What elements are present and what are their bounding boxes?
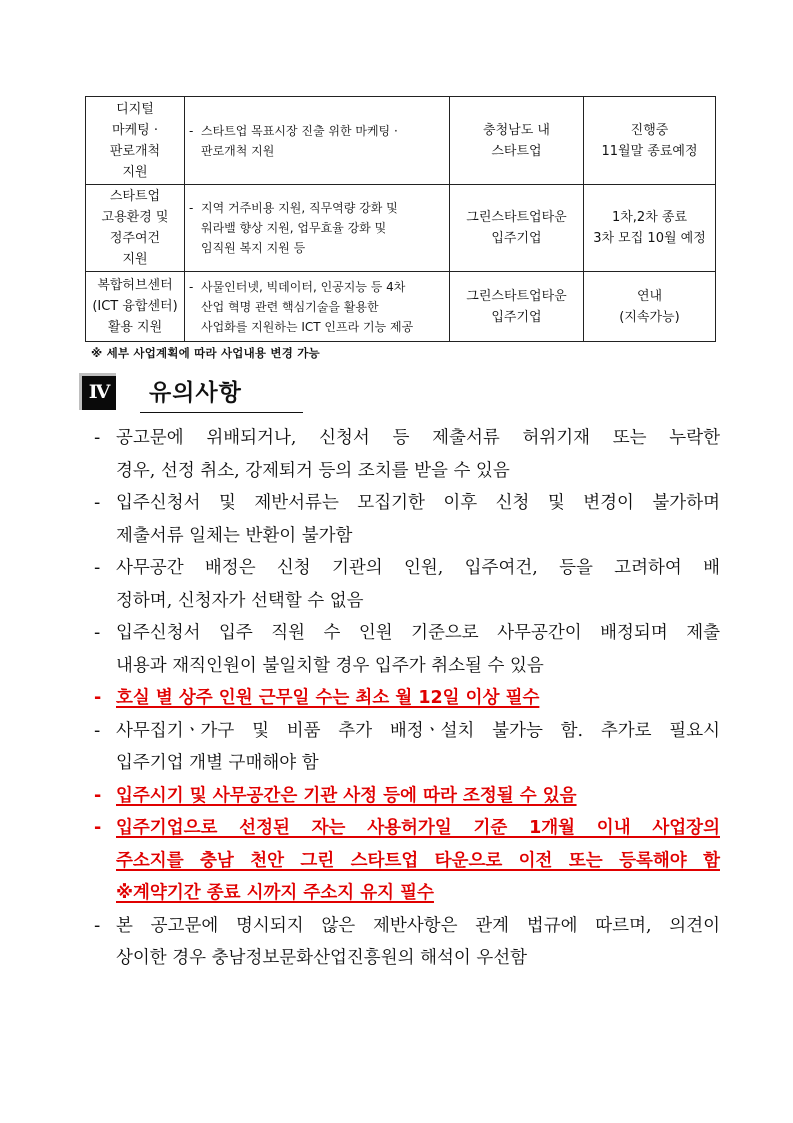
- note-line: 사무집기ㆍ가구 및 비품 추가 배정ㆍ설치 불가능 함. 추가로 필요시: [116, 720, 720, 741]
- program-name-cell: [86, 185, 185, 272]
- program-content-cell: [185, 185, 450, 272]
- program-name-line: 지원: [122, 164, 148, 180]
- target-line: 스타트업: [491, 143, 542, 159]
- program-name-line: 정주여건: [109, 231, 161, 246]
- content-line: [189, 218, 443, 238]
- note-line: 입주신청서 및 제반서류는 모집기한 이후 신청 및 변경이 불가하며: [116, 493, 720, 513]
- note-line: 입주기업 개별 구매해야 함: [116, 753, 319, 773]
- dash-marker: -: [94, 688, 102, 708]
- note-line: 호실 별 상주 인원 근무일 수는 최소 월 12일 이상 필수: [116, 688, 540, 708]
- note-text: [116, 715, 720, 780]
- dash-marker: -: [189, 201, 194, 215]
- content-line: [189, 141, 443, 161]
- note-text: [116, 682, 720, 715]
- program-name-line: 고용환경 및: [101, 210, 169, 225]
- program-target-cell: [450, 97, 584, 185]
- dash-marker: -: [94, 785, 102, 806]
- note-line: 입주신청서 입주 직원 수 인원 기준으로 사무공간이 배정되며 제출: [116, 623, 720, 643]
- content-text: 스타트업 목표시장 진출 위한 마케팅 ·: [201, 123, 398, 138]
- status-line: (지속가능): [619, 309, 680, 325]
- program-target-cell: [450, 185, 584, 272]
- content-line: [189, 198, 443, 218]
- target-line: 그린스타트업타운: [466, 210, 567, 225]
- note-line: 제출서류 일체는 반환이 불가함: [116, 525, 353, 546]
- status-line: 1차,2차 종료: [611, 210, 688, 225]
- content-text: 사업화를 지원하는 ICT 인프라 기능 제공: [201, 319, 414, 334]
- program-name-cell: [86, 97, 185, 185]
- program-name-line: 마케팅 ·: [112, 122, 158, 138]
- list-item-emphasis: [94, 682, 720, 715]
- table-row: [86, 272, 716, 342]
- content-line: [189, 317, 443, 337]
- dash-marker: -: [94, 720, 101, 741]
- content-text: 판로개척 지원: [201, 143, 275, 158]
- dash-marker: -: [94, 428, 101, 448]
- note-line: 상이한 경우 충남정보문화산업진흥원의 해석이 우선함: [116, 948, 528, 968]
- program-status-cell: [584, 272, 716, 342]
- dash-marker: -: [94, 493, 101, 513]
- note-line: ※계약기간 종료 시까지 주소지 유지 필수: [116, 883, 434, 903]
- program-name-line: 스타트업: [109, 189, 161, 204]
- dash-marker: -: [189, 279, 194, 294]
- note-text: [116, 780, 720, 813]
- program-name-line: 활용 지원: [107, 320, 163, 335]
- dash-marker: -: [94, 623, 101, 643]
- program-name-cell: [86, 272, 185, 342]
- target-line: 입주기업: [491, 309, 542, 325]
- dash-marker: -: [94, 915, 101, 936]
- note-line: 공고문에 위배되거나, 신청서 등 제출서류 허위기재 또는 누락한: [116, 428, 720, 448]
- target-line: 충청남도 내: [483, 122, 550, 138]
- content-line: [189, 277, 443, 297]
- list-item: [94, 487, 720, 552]
- status-line: 연내: [636, 288, 663, 304]
- note-text: [116, 617, 720, 682]
- content-text: 임직원 복지 지원 등: [201, 241, 306, 255]
- note-line: 내용과 재직인원이 불일치할 경우 입주가 취소될 수 있음: [116, 655, 544, 676]
- program-content-cell: [185, 272, 450, 342]
- list-item-emphasis: [94, 812, 720, 910]
- content-text: 산업 혁명 관련 핵심기술을 활용한: [201, 299, 379, 314]
- status-line: 3차 모집 10월 예정: [593, 231, 706, 246]
- notes-list: [94, 422, 720, 975]
- program-content-cell: [185, 97, 450, 185]
- note-text: [116, 910, 720, 975]
- target-line: 입주기업: [491, 231, 542, 246]
- section-title: 유의사항: [149, 380, 242, 406]
- content-text: 워라밸 향상 지원, 업무효율 강화 및: [201, 221, 387, 235]
- status-line: 11월말 종료예정: [601, 143, 698, 159]
- content-text: 지역 거주비용 지원, 직무역량 강화 및: [201, 201, 398, 215]
- target-line: 그린스타트업타운: [466, 288, 567, 304]
- table-footnote: ※ 세부 사업계획에 따라 사업내용 변경 가능: [91, 346, 320, 360]
- program-name-line: 지원: [122, 252, 148, 267]
- program-target-cell: [450, 272, 584, 342]
- note-text: [116, 552, 720, 617]
- content-text: 사물인터넷, 빅데이터, 인공지능 등 4차: [201, 279, 406, 294]
- list-item-emphasis: [94, 780, 720, 813]
- content-line: [189, 297, 443, 317]
- note-line: 사무공간 배정은 신청 기관의 인원, 입주여건, 등을 고려하여 배: [116, 558, 720, 578]
- section-title-underline: [140, 412, 303, 413]
- program-status-cell: [584, 185, 716, 272]
- program-status-cell: [584, 97, 716, 185]
- program-name-line: 디지털: [116, 101, 154, 117]
- note-text: [116, 422, 720, 487]
- list-item: [94, 910, 720, 975]
- status-line: 진행중: [630, 122, 669, 138]
- note-line: 입주시기 및 사무공간은 기관 사정 등에 따라 조정될 수 있음: [116, 785, 577, 806]
- program-table: [85, 96, 716, 342]
- content-line: [189, 121, 443, 141]
- note-line: 입주기업으로 선정된 자는 사용허가일 기준 1개월 이내 사업장의: [116, 818, 720, 838]
- dash-marker: -: [189, 123, 194, 138]
- dash-marker: -: [94, 818, 102, 838]
- section-number-badge: Ⅳ: [79, 373, 116, 410]
- program-name-line: (ICT 융합센터): [92, 299, 178, 314]
- note-line: 주소지를 충남 천안 그린 스타트업 타운으로 이전 또는 등록해야 함: [116, 850, 720, 871]
- note-text: [116, 812, 720, 910]
- note-text: [116, 487, 720, 552]
- table-row: [86, 185, 716, 272]
- program-name-line: 판로개척: [109, 143, 161, 159]
- list-item: [94, 715, 720, 780]
- dash-marker: -: [94, 558, 101, 578]
- list-item: [94, 617, 720, 682]
- note-line: 본 공고문에 명시되지 않은 제반사항은 관계 법규에 따르며, 의견이: [116, 915, 720, 936]
- list-item: [94, 422, 720, 487]
- note-line: 경우, 선정 취소, 강제퇴거 등의 조치를 받을 수 있음: [116, 460, 510, 481]
- program-name-line: 복합허브센터: [97, 278, 173, 293]
- note-line: 정하며, 신청자가 선택할 수 없음: [116, 590, 364, 611]
- table-row: [86, 97, 716, 185]
- content-line: [189, 238, 443, 258]
- list-item: [94, 552, 720, 617]
